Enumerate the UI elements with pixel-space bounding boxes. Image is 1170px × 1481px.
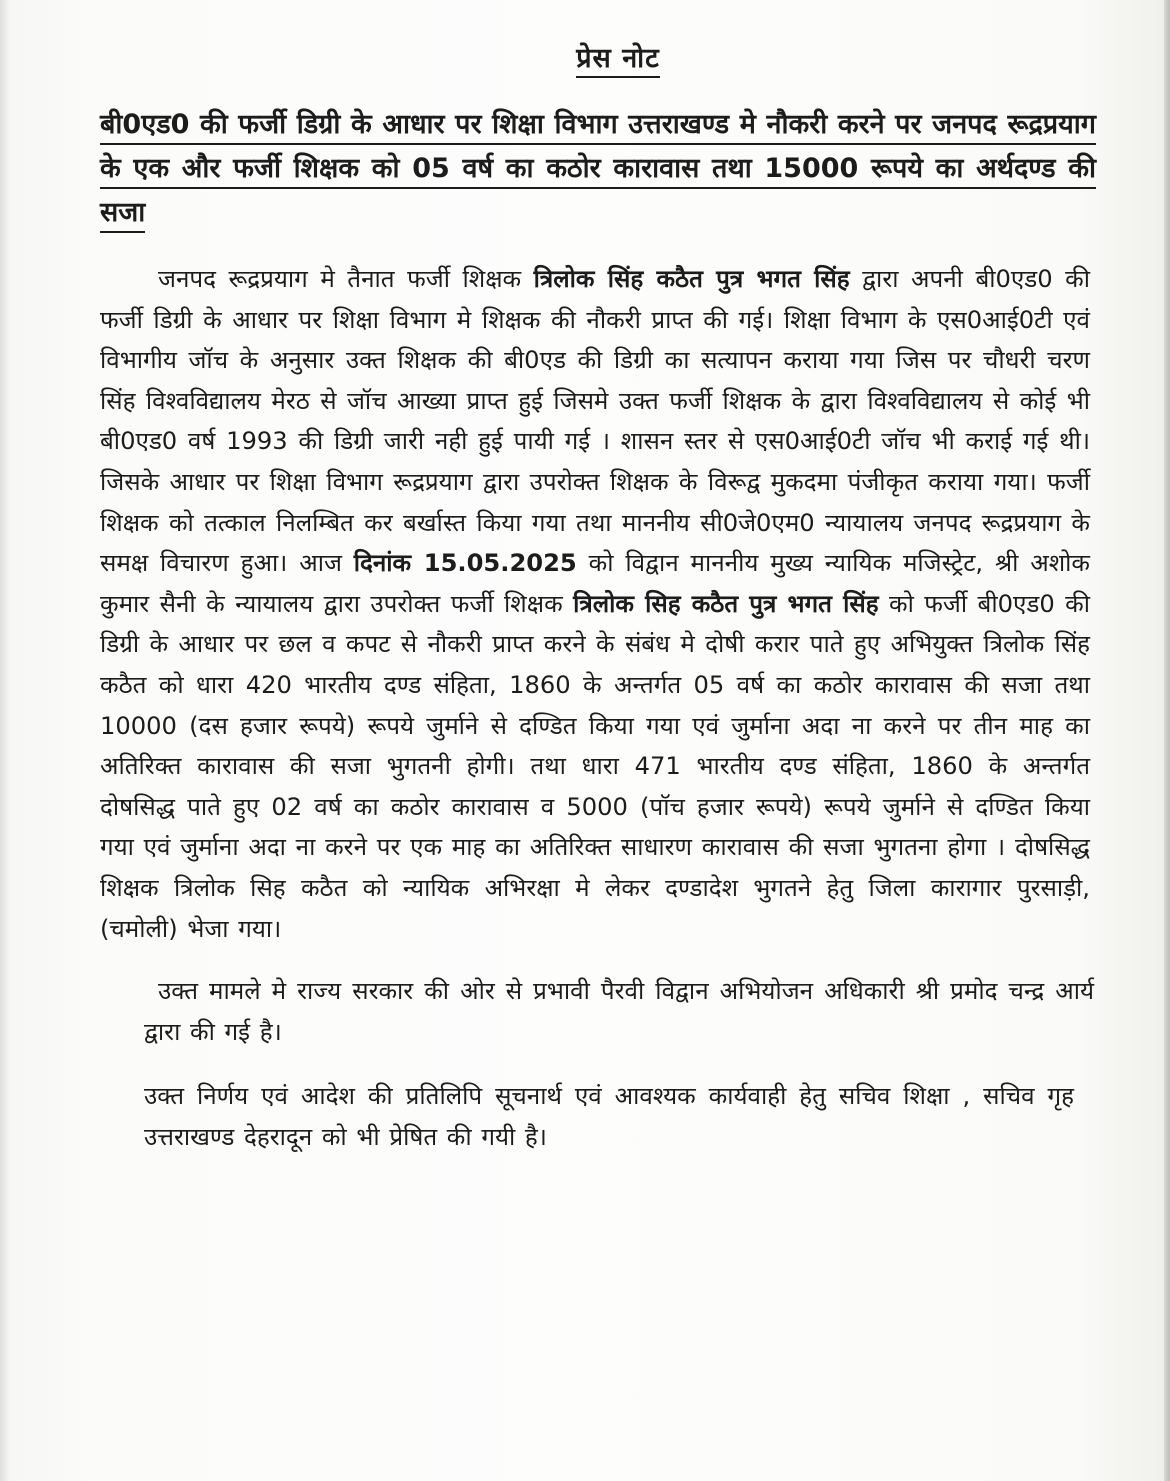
para1-date: दिनांक 15.05.2025 [353, 549, 577, 578]
paragraph-main [100, 259, 1090, 949]
paper-right-edge [1164, 0, 1170, 1481]
paragraph-copy-forwarded: उक्त निर्णय एवं आदेश की प्रतिलिपि सूचनार्थ एवं आवश्यक कार्यवाही हेतु सचिव शिक्षा , सचिव गृह उत्तराखण्ड देहरादून को भी प्रेषित की गयी है। [144, 1082, 1074, 1151]
document-title-text: प्रेस नोट [576, 43, 660, 78]
document-title [100, 38, 1096, 75]
document-headline [100, 103, 1096, 235]
para1-text-4: को फर्जी बी0एड0 की डिग्री के आधार पर छल व कपट से नौकरी प्राप्त करने के संबंध मे दोषी करार पाते हुए अभियुक्त त्रिलोक सिंह कठैत को धारा 420 भारतीय दण्ड संहिता, 1860 के अन्तर्गत 05 वर्ष का कठोर कारावास की सजा तथा 10000 (दस हजार रूपये) रूपये जुर्माने से दण्डित किया गया एवं जुर्माना अदा ना करने पर तीन माह का अतिरिक्त कारावास की सजा भुगतनी होगी। तथा धारा 471 भारतीय दण्ड संहिता, 1860 के अन्तर्गत दोषसिद्ध पाते हुए 02 वर्ष का कठोर कारावास व 5000 (पॉच हजार रूपये) रूपये जुर्माने से दण्डित किया गया एवं जुर्माना अदा ना करने पर एक माह का अतिरिक्त साधारण कारावास की सजा भुगतना होगा । दोषसिद्ध शिक्षक त्रिलोक सिह कठैत को न्यायिक अभिरक्षा मे लेकर दण्डादेश भुगतने हेतु जिला कारागार पुरसाड़ी, (चमोली) भेजा गया। [100, 589, 1090, 943]
paragraph-prosecution: उक्त मामले मे राज्य सरकार की ओर से प्रभावी पैरवी विद्वान अभियोजन अधिकारी श्री प्रमोद चन्द्र आर्य द्वारा की गई है। [144, 977, 1094, 1046]
para1-accused-name-2: त्रिलोक सिह कठैत पुत्र भगत सिंह [573, 589, 879, 618]
para1-text-2: द्वारा अपनी बी0एड0 की फर्जी डिग्री के आधार पर शिक्षा विभाग मे शिक्षक की नौकरी प्राप्त की गई। शिक्षा विभाग के एस0आई0टी एवं विभागीय जॉच के अनुसार उक्त शिक्षक की बी0एड की डिग्री का सत्यापन कराया गया जिस पर चौधरी चरण सिंह विश्वविद्यालय मेरठ से जॉच आख्या प्राप्त हुई जिसमे उक्त फर्जी शिक्षक के द्वारा विश्वविद्यालय से कोई भी बी0एड0 वर्ष 1993 की डिग्री जारी नही हुई पायी गई । शासन स्तर से एस0आई0टी जॉच भी कराई गई थी। जिसके आधार पर शिक्षा विभाग रूद्रप्रयाग द्वारा उपरोक्त शिक्षक के विरूद्व मुकदमा पंजीकृत कराया गया। फर्जी शिक्षक को तत्काल निलम्बित कर बर्खास्त किया गया तथा माननीय सी0जे0एम0 न्यायालय जनपद रूद्रप्रयाग के समक्ष विचारण हुआ। आज [100, 265, 1090, 578]
para1-text-1: जनपद रूद्रप्रयाग मे तैनात फर्जी शिक्षक [158, 265, 534, 293]
para1-text-3: को विद्वान माननीय मुख्य न्यायिक मजिस्ट्रेट, श्री अशोक कुमार सैनी के न्यायालय द्वारा उपरोक्त फर्जी शिक्षक [100, 549, 1091, 618]
para1-accused-name: त्रिलोक सिंह कठैत पुत्र भगत सिंह [533, 265, 850, 293]
document-body [100, 38, 1096, 1157]
document-headline-text: बी0एड0 की फर्जी डिग्री के आधार पर शिक्षा विभाग उत्तराखण्ड मे नौकरी करने पर जनपद रूद्रप्रयाग के एक और फर्जी शिक्षक को 05 वर्ष का कठोर कारावास तथा 15000 रूपये का अर्थदण्ड की सजा [100, 109, 1096, 233]
paper-left-shadow [0, 0, 10, 1481]
